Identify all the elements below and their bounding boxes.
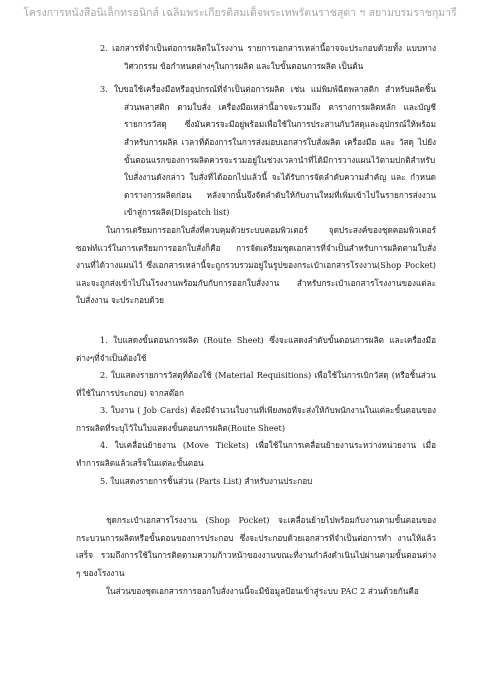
paragraph-preparation: ในการเตรียมการออกใบสั่งที่ควบคุมด้วยระบบคอมพิวเตอร์ จุดประสงค์ของชุดคอมพิวเตอร์ซอฟท์แวร์ในการเตรียมการออกใบสั่งก็คือ การจัดเตรียมชุดเอกสารที่จำเป็นสำหรับการผลิตตามใบสั่งงานที่ได้วางแผนไว้ ซึ่งเอกสารเหล่านี้จะถูกรวบรวมอยู่ในรูปของกระเป๋าเอกสารโรงงาน(Shop Pocket) และจะถูกส่งเข้าไปในโรงงานพร้อมกับกับการออกใบสั่งงาน สำหรับกระเป๋าเอกสารโรงงานของแต่ละใบสั่งงาน จะประกอบด้วย [76,224,436,306]
list-item-route-sheet: 1. ใบแสดงขั้นตอนการผลิต (Route Sheet) ซึ่งจะแสดงลำดับขั้นตอนการผลิต และเครื่องมือต่างๆที่จำเป็นต้องใช้ [76,334,436,363]
list-item-job-cards: 3. ใบงาน ( Job Cards) ต้องมีจำนวนใบงานที่เพียงพอที่จะส่งให้กับพนักงานในแต่ละขั้นตอนของการผลิตที่ระบุไว้ในใบแสดงขั้นตอนการผลิต(Route Sheet) [76,405,436,433]
paragraph-shop-pocket: ชุดกระเป๋าเอกสารโรงงาน (Shop Pocket) จะเคลื่อนย้ายไปพร้อมกับงานตามขั้นตอนของกระบวนการผลิตหรือขั้นตอนของการประกอบ ซึ่งจะประกอบด้วยเอกสารที่จำเป็นต่อการทำ งานให้แล้วเสร็จ รวมถึงการใช้ในการติดตามความก้าวหน้าของงานขณะที่งานกำลังดำเนินไปผ่านตามขั้นตอนต่าง ๆ ของโรงงาน [76,515,436,579]
page-header-watermark: โครงการหนังสือนิเล็กทรอนิกส์ เฉลิมพระเกียรติสมเด็จพระเทพรัตนราชสุดา ฯ สยามบรมราชกุมารี [23,7,457,19]
paragraph-pac-inputs: ในส่วนของชุดเอกสารการออกใบสั่งงานนี้จะมีข้อมูลป้อนเข้าสู่ระบบ PAC 2 ส่วนด้วยกันคือ [106,585,419,596]
list-item-move-tickets: 4. ใบเคลื่อนย้ายงาน (Move Tickets) เพื่อใช้ในการเคลื่อนย้ายงานระหว่างหน่วยงาน เมื่อทำการผลิตแล้วเสร็จในแต่ละขั้นตอน [76,440,436,469]
document-body [76,40,436,600]
list-item-material-requisitions: 2. ใบแสดงรายการวัสดุที่ต้องใช้ (Material Requisitions) เพื่อใช้ในการเบิกวัสดุ (หรือชิ้นส่วนที่ใช้ในการประกอบ) จากสต๊อก [76,370,436,398]
list-item-parts-list: 5. ใบแสดงรายการชิ้นส่วน (Parts List) สำหรับงานประกอบ [100,475,313,486]
numbered-item-2: 2. เอกสารที่จำเป็นต่อการผลิตในโรงงาน รายการเอกสารเหล่านี้อาจจะประกอบด้วยทั้ง แบบทางวิศวกรรม ข้อกำหนดต่างๆในการผลิต และใบขั้นตอนการผลิต เป็นต้น [100,43,436,71]
numbered-item-3: 3. ใบขอใช้เครื่องมือหรืออุปกรณ์ที่จำเป็นต่อการผลิต เช่น แม่พิมพ์ฉีดพลาสติก สำหรับผลิตชิ้นส่วนพลาสติก ตามใบสั่ง เครื่องมือเหล่านี้อาจจะรวมถึง ตารางการผลิตหลัก และบัญชีรายการวัสดุ ซึ่งมันควรจะมีอยู่พร้อมเพื่อใช้ในการประสานกับวัสดุและอุปกรณ์ให้พร้อมสำหรับการผลิต เวลาที่ต้องการในการส่งมอบเอกสารใบสั่งผลิต เครื่องมือ และ วัสดุ ไปยังขั้นตอนแรกของการผลิตควรจะรวมอยู่ในช่วงเวลานำที่ได้มีการวางแผนไว้ตามปกติสำหรับใบสั่งงานดังกล่าว ใบสั่งที่ได้ออกไปแล้วนี้ จะได้รับการจัดลำดับความสำคัญ และ กำหนดตารางการผลิตก่อน หลังจากนั้นจึงจัดลำดับให้กับงานใหม่ที่เพิ่มเข้าไปในรายการส่งงานเข้าสู่การผลิต(Dispatch list) [100,84,436,218]
